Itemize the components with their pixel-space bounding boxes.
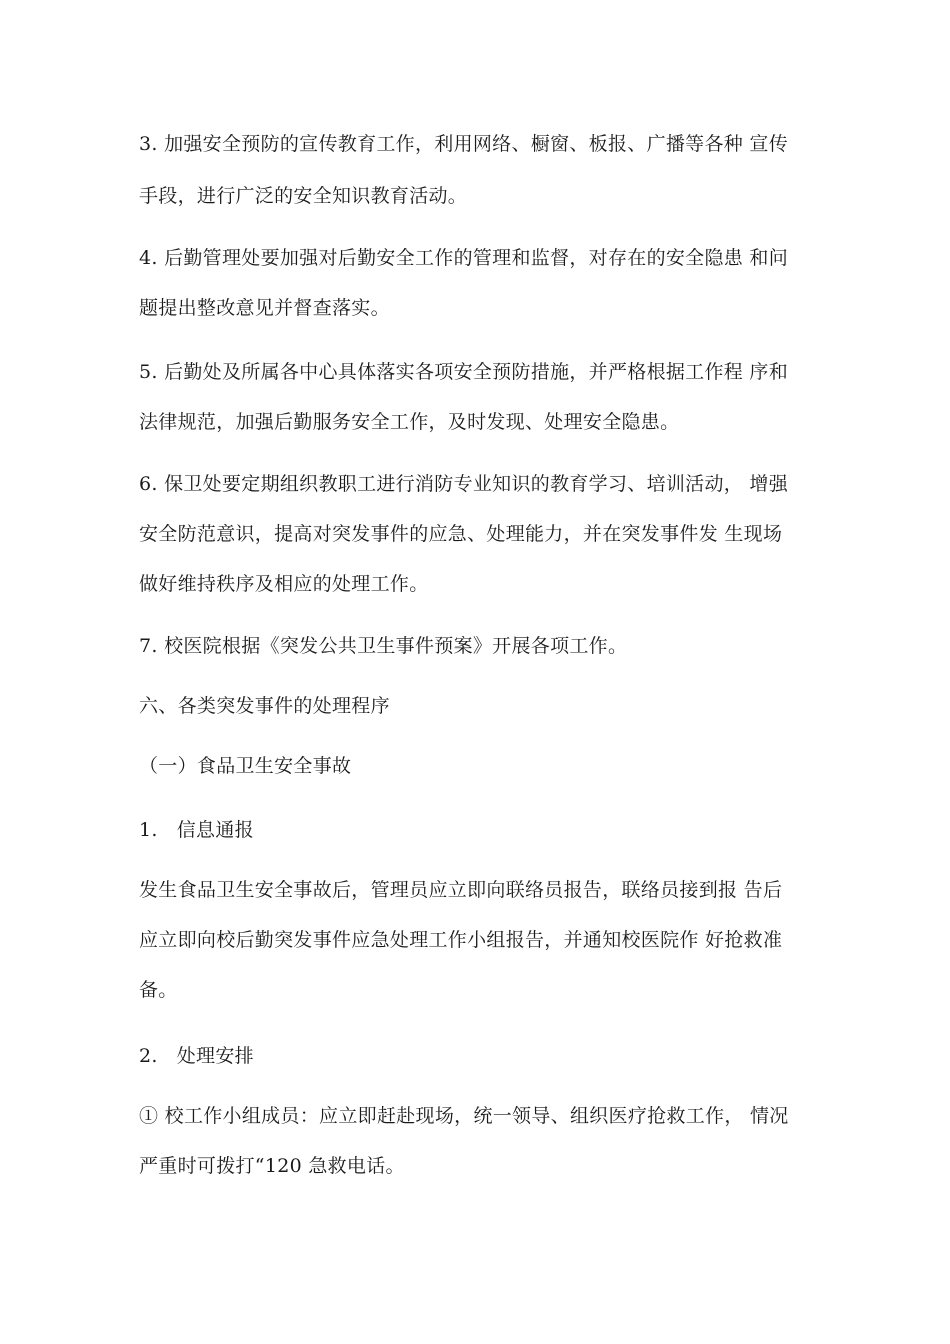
- text-line: 手段，进行广泛的安全知识教育活动。: [139, 185, 468, 207]
- text-line: 4. 后勤管理处要加强对后勤安全工作的管理和监督，对存在的安全隐患 和问: [139, 247, 789, 269]
- text-line: 发生食品卫生安全事故后，管理员应立即向联络员报告，联络员接到报 告后: [139, 879, 783, 901]
- text-line: ① 校工作小组成员：应立即赶赴现场，统一领导、组织医疗抢救工作， 情况: [139, 1105, 789, 1127]
- text-line: 6. 保卫处要定期组织教职工进行消防专业知识的教育学习、培训活动， 增强: [139, 473, 789, 495]
- text-line: 3. 加强安全预防的宣传教育工作，利用网络、橱窗、板报、广播等各种 宣传: [139, 133, 789, 155]
- section-heading: 六、各类突发事件的处理程序: [139, 695, 390, 717]
- numbered-heading: 1. 信息通报: [139, 819, 254, 841]
- text-line: 应立即向校后勤突发事件应急处理工作小组报告，并通知校医院作 好抢救准: [139, 929, 783, 951]
- text-line: 做好维持秩序及相应的处理工作。: [139, 573, 429, 595]
- text-line: 安全防范意识，提高对突发事件的应急、处理能力，并在突发事件发 生现场: [139, 523, 783, 545]
- text-line: 备。: [139, 979, 178, 1001]
- text-line: 5. 后勤处及所属各中心具体落实各项安全预防措施，并严格根据工作程 序和: [139, 361, 789, 383]
- subsection-heading: （一）食品卫生安全事故: [139, 755, 352, 777]
- text-line: 严重时可拨打“120 急救电话。: [139, 1155, 405, 1177]
- text-line: 7. 校医院根据《突发公共卫生事件预案》开展各项工作。: [139, 635, 628, 657]
- numbered-heading: 2. 处理安排: [139, 1045, 254, 1067]
- text-line: 题提出整改意见并督查落实。: [139, 297, 390, 319]
- text-line: 法律规范，加强后勤服务安全工作，及时发现、处理安全隐患。: [139, 411, 680, 433]
